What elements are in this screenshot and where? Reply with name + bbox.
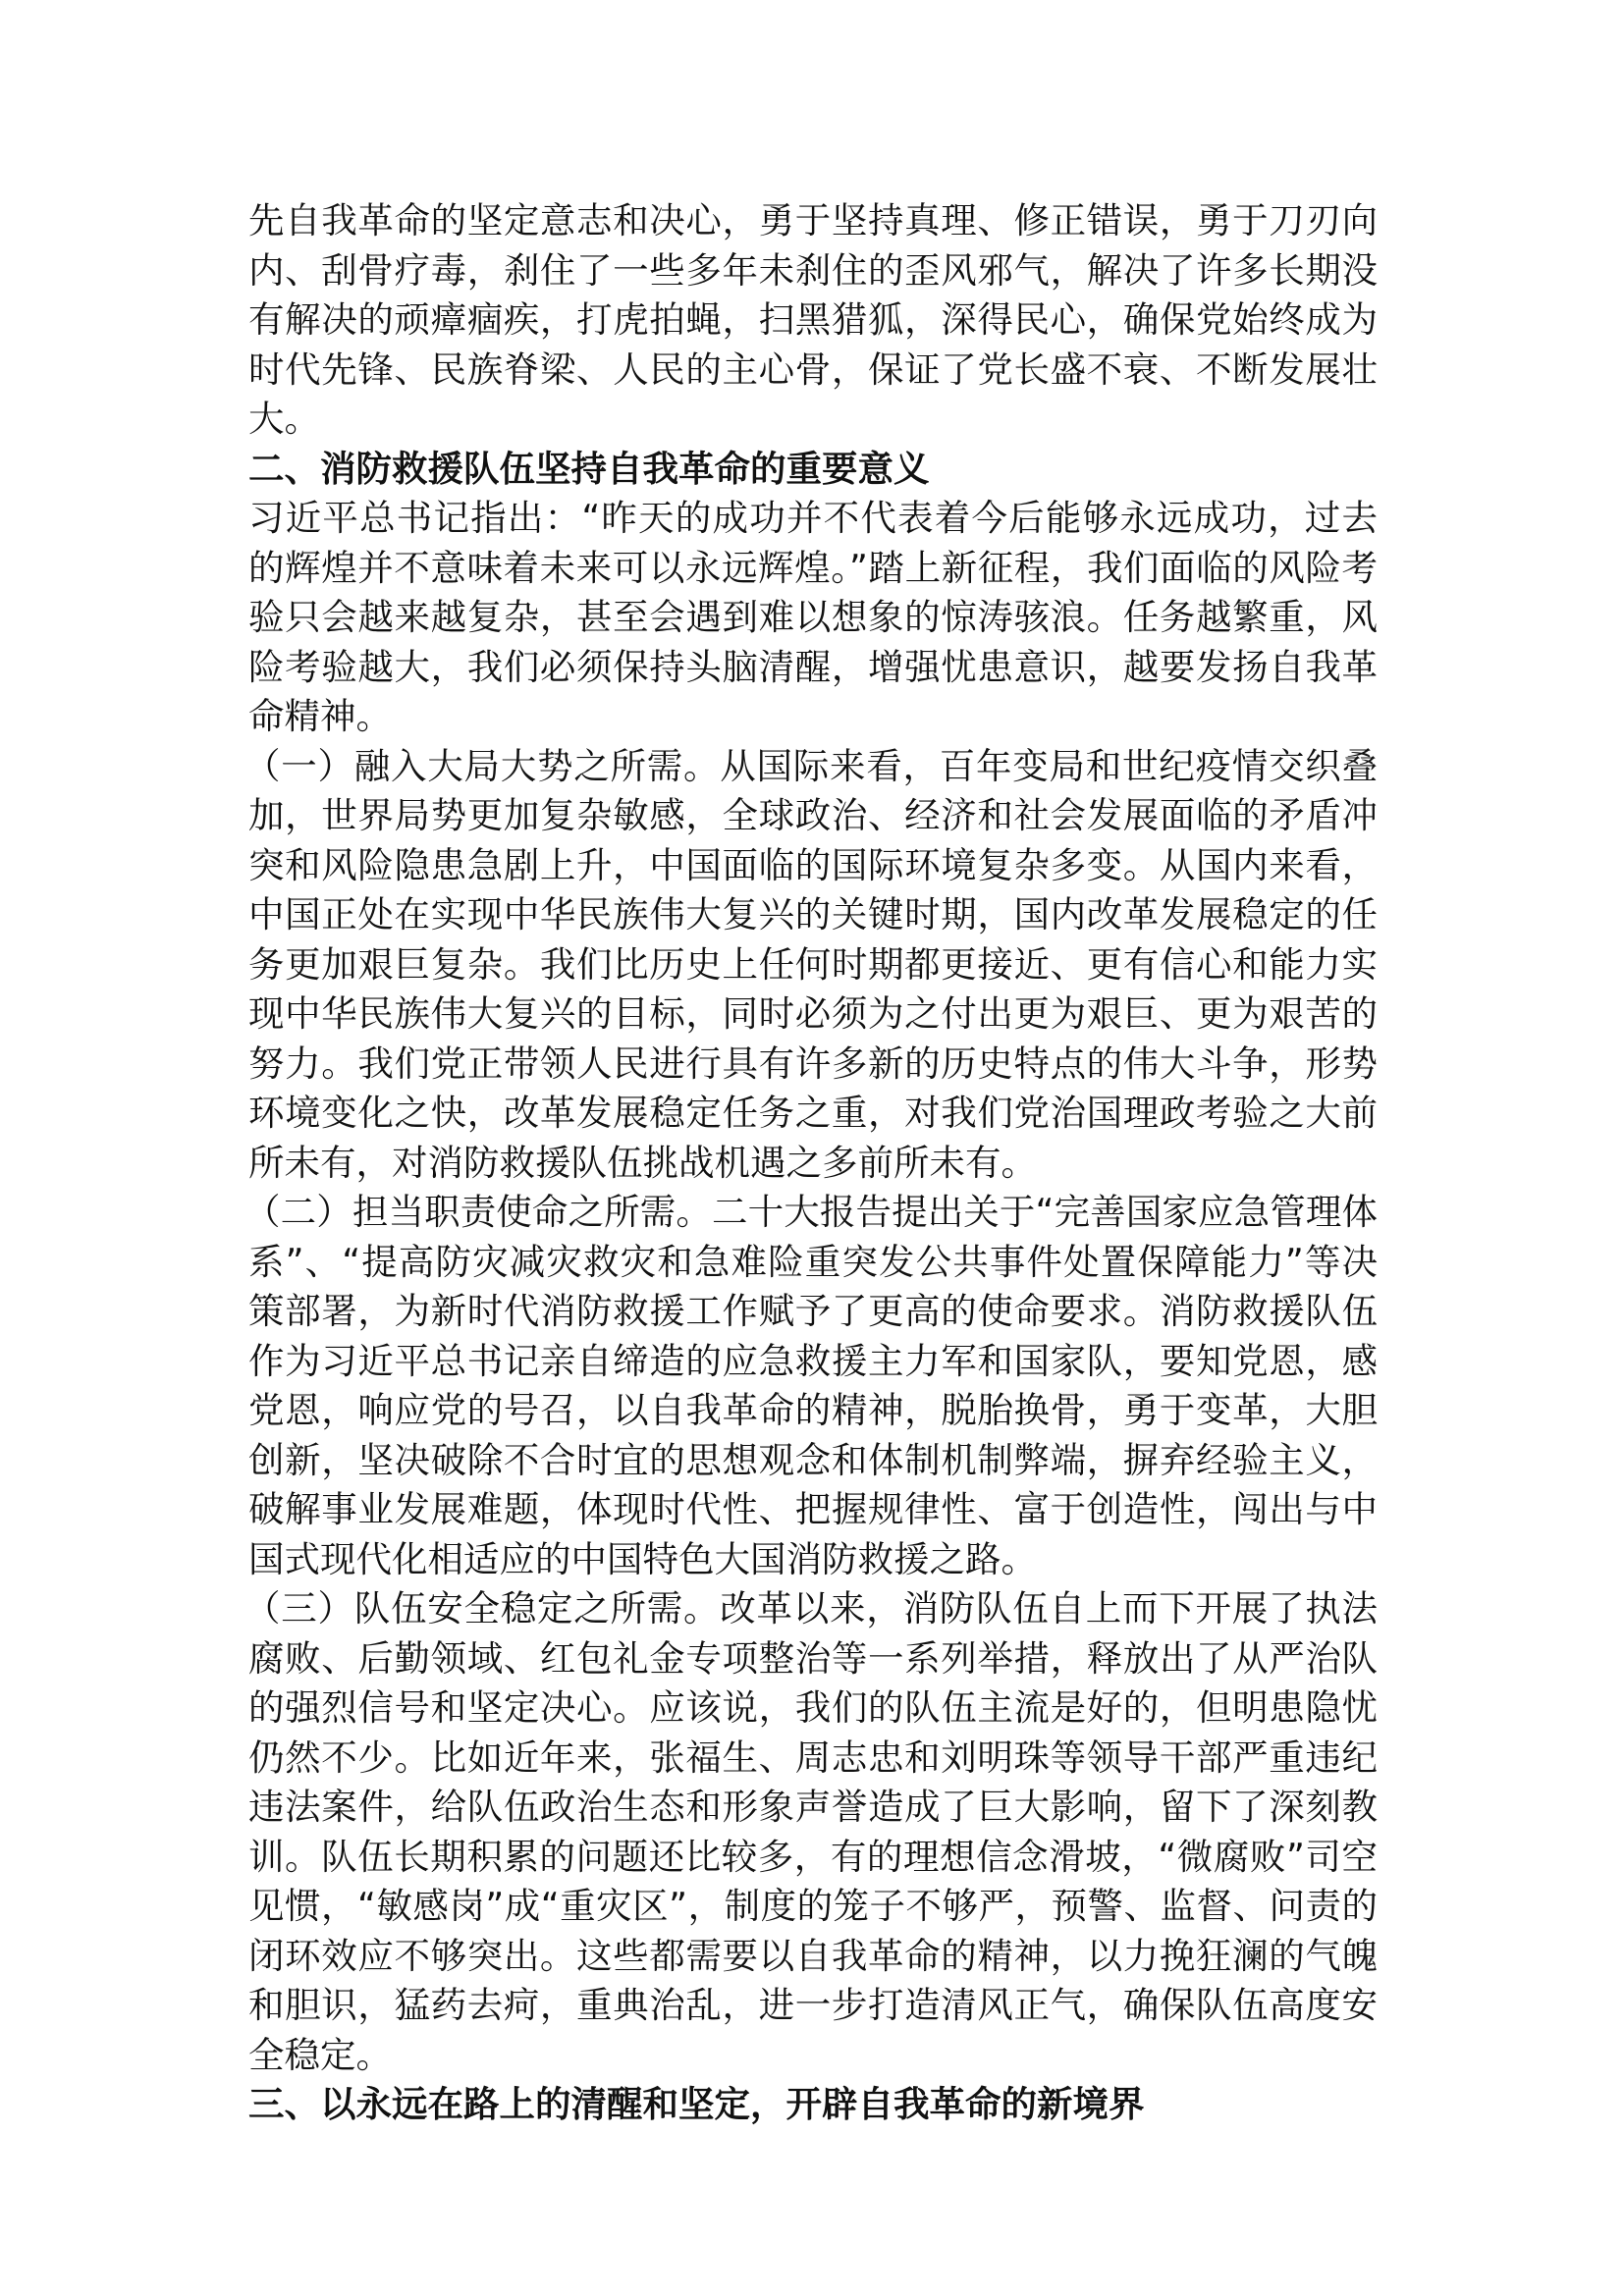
document-page xyxy=(244,196,1378,2130)
paragraph-item-3: （三）队伍安全稳定之所需。改革以来，消防队伍自上而下开展了执法腐败、后勤领域、红包礼金专项整治等一系列举措，释放出了从严治队的强烈信号和坚定决心。应该说，我们的队伍主流是好的，但明患隐忧仍然不少。比如近年来，张福生、周志忠和刘明珠等领导干部严重违纪违法案件，给队伍政治生态和形象声誉造成了巨大影响，留下了深刻教训。队伍长期积累的问题还比较多，有的理想信念滑坡，“微腐败”司空见惯，“敏感岗”成“重灾区”，制度的笼子不够严，预警、监督、问责的闭环效应不够突出。这些都需要以自我革命的精神，以力挽狂澜的气魄和胆识，猛药去疴，重典治乱，进一步打造清风正气，确保队伍高度安全稳定。 xyxy=(244,1587,1378,2076)
section-heading-3: 三、以永远在路上的清醒和坚定，开辟自我革命的新境界 xyxy=(248,2083,1145,2125)
paragraph-quote: 习近平总书记指出：“昨天的成功并不代表着今后能够永远成功，过去的辉煌并不意味着未来可以永远辉煌。”踏上新征程，我们面临的风险考验只会越来越复杂，甚至会遇到难以想象的惊涛骇浪。任务越繁重，风险考验越大，我们必须保持头脑清醒，增强忧患意识，越要发扬自我革命精神。 xyxy=(248,497,1378,737)
paragraph-intro: 先自我革命的坚定意志和决心，勇于坚持真理、修正错误，勇于刀刃向内、刮骨疗毒，刹住了一些多年未刹住的歪风邪气，解决了许多长期没有解决的顽瘴痼疾，打虎拍蝇，扫黑猎狐，深得民心，确保党始终成为时代先锋、民族脊梁、人民的主心骨，保证了党长盛不衰、不断发展壮大。 xyxy=(248,199,1378,440)
paragraph-item-1: （一）融入大局大势之所需。从国际来看，百年变局和世纪疫情交织叠加，世界局势更加复杂敏感，全球政治、经济和社会发展面临的矛盾冲突和风险隐患急剧上升，中国面临的国际环境复杂多变。从国内来看，中国正处在实现中华民族伟大复兴的关键时期，国内改革发展稳定的任务更加艰巨复杂。我们比历史上任何时期都更接近、更有信心和能力实现中华民族伟大复兴的目标，同时必须为之付出更为艰巨、更为艰苦的努力。我们党正带领人民进行具有许多新的历史特点的伟大斗争，形势环境变化之快，改革发展稳定任务之重，对我们党治国理政考验之大前所未有，对消防救援队伍挑战机遇之多前所未有。 xyxy=(244,744,1378,1184)
paragraph-item-2: （二）担当职责使命之所需。二十大报告提出关于“完善国家应急管理体系”、“提高防灾减灾救灾和急难险重突发公共事件处置保障能力”等决策部署，为新时代消防救援工作赋予了更高的使命要求。消防救援队伍作为习近平总书记亲自缔造的应急救援主力军和国家队，要知党恩，感党恩，响应党的号召，以自我革命的精神，脱胎换骨，勇于变革，大胆创新，坚决破除不合时宜的思想观念和体制机制弊端，摒弃经验主义，破解事业发展难题，体现时代性、把握规律性、富于创造性，闯出与中国式现代化相适应的中国特色大国消防救援之路。 xyxy=(244,1191,1378,1580)
section-heading-2: 二、消防救援队伍坚持自我革命的重要意义 xyxy=(248,447,930,490)
